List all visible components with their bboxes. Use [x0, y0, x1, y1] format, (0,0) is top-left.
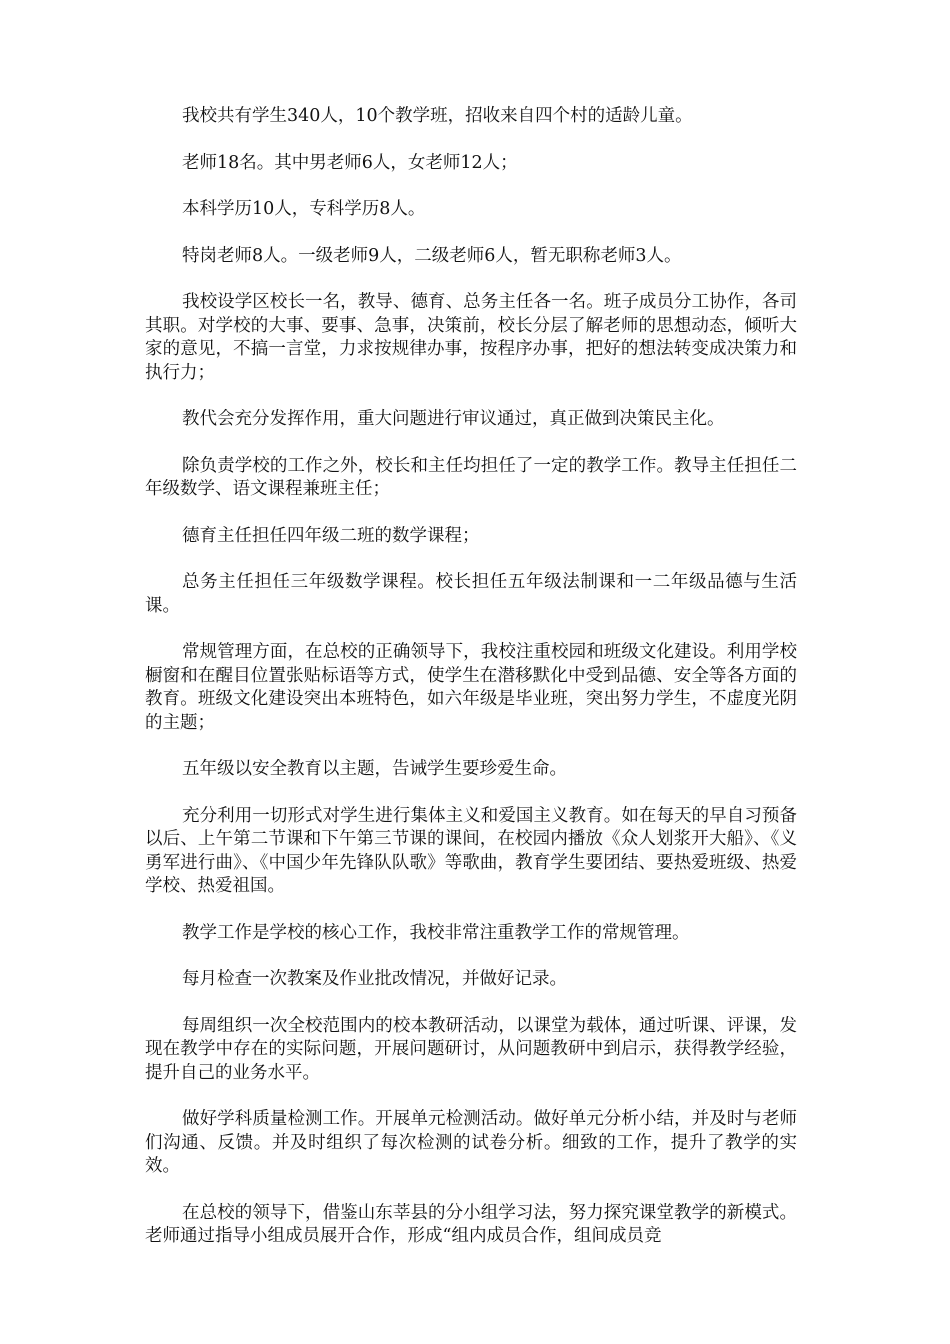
paragraph: 常规管理方面，在总校的正确领导下，我校注重校园和班级文化建设。利用学校橱窗和在醒目位置张贴标语等方式，使学生在潜移默化中受到品德、安全等各方面的教育。班级文化建设突出本班特色，如六年级是毕业班，突出努力学生，不虚度光阴的主题； [145, 642, 797, 733]
paragraph: 本科学历10人，专科学历8人。 [182, 199, 426, 219]
paragraph: 除负责学校的工作之外，校长和主任均担任了一定的教学工作。教导主任担任二年级数学、语文课程兼班主任； [145, 455, 797, 499]
paragraph: 教学工作是学校的核心工作，我校非常注重教学工作的常规管理。 [182, 922, 690, 943]
paragraph: 充分利用一切形式对学生进行集体主义和爱国主义教育。如在每天的早自习预备以后、上午第二节课和下午第三节课的课间，在校园内播放《众人划浆开大船》、《义勇军进行曲》、《中国少年先锋队队歌》等歌曲，教育学生要团结、要热爱班级、热爱学校、热爱祖国。 [145, 805, 797, 896]
document-body [145, 105, 797, 1272]
paragraph: 五年级以安全教育以主题，告诫学生要珍爱生命。 [182, 759, 567, 779]
paragraph: 老师18名。其中男老师6人，女老师12人； [182, 152, 518, 173]
paragraph: 特岗老师8人。一级老师9人，二级老师6人，暂无职称老师3人。 [182, 245, 682, 266]
paragraph: 我校设学区校长一名，教导、德育、总务主任各一名。班子成员分工协作，各司其职。对学校的大事、要事、急事，决策前，校长分层了解老师的思想动态，倾听大家的意见，不搞一言堂，力求按规律办事，按程序办事，把好的想法转变成决策力和执行力； [145, 292, 797, 383]
paragraph: 我校共有学生340人，10个教学班，招收来自四个村的适龄儿童。 [182, 106, 693, 126]
paragraph: 总务主任担任三年级数学课程。校长担任五年级法制课和一二年级品德与生活课。 [145, 572, 797, 616]
paragraph: 每月检查一次教案及作业批改情况，并做好记录。 [182, 969, 567, 989]
paragraph: 教代会充分发挥作用，重大问题进行审议通过，真正做到决策民主化。 [182, 409, 725, 429]
paragraph: 每周组织一次全校范围内的校本教研活动，以课堂为载体，通过听课、评课，发现在教学中存在的实际问题，开展问题研讨，从问题教研中到启示，获得教学经验，提升自己的业务水平。 [145, 1015, 797, 1083]
paragraph: 在总校的领导下，借鉴山东莘县的分小组学习法，努力探究课堂教学的新模式。老师通过指导小组成员展开合作，形成“组内成员合作，组间成员竞 [145, 1202, 797, 1246]
paragraph: 德育主任担任四年级二班的数学课程； [182, 525, 480, 546]
paragraph: 做好学科质量检测工作。开展单元检测活动。做好单元分析小结，并及时与老师们沟通、反馈。并及时组织了每次检测的试卷分析。细致的工作，提升了教学的实效。 [145, 1109, 797, 1176]
